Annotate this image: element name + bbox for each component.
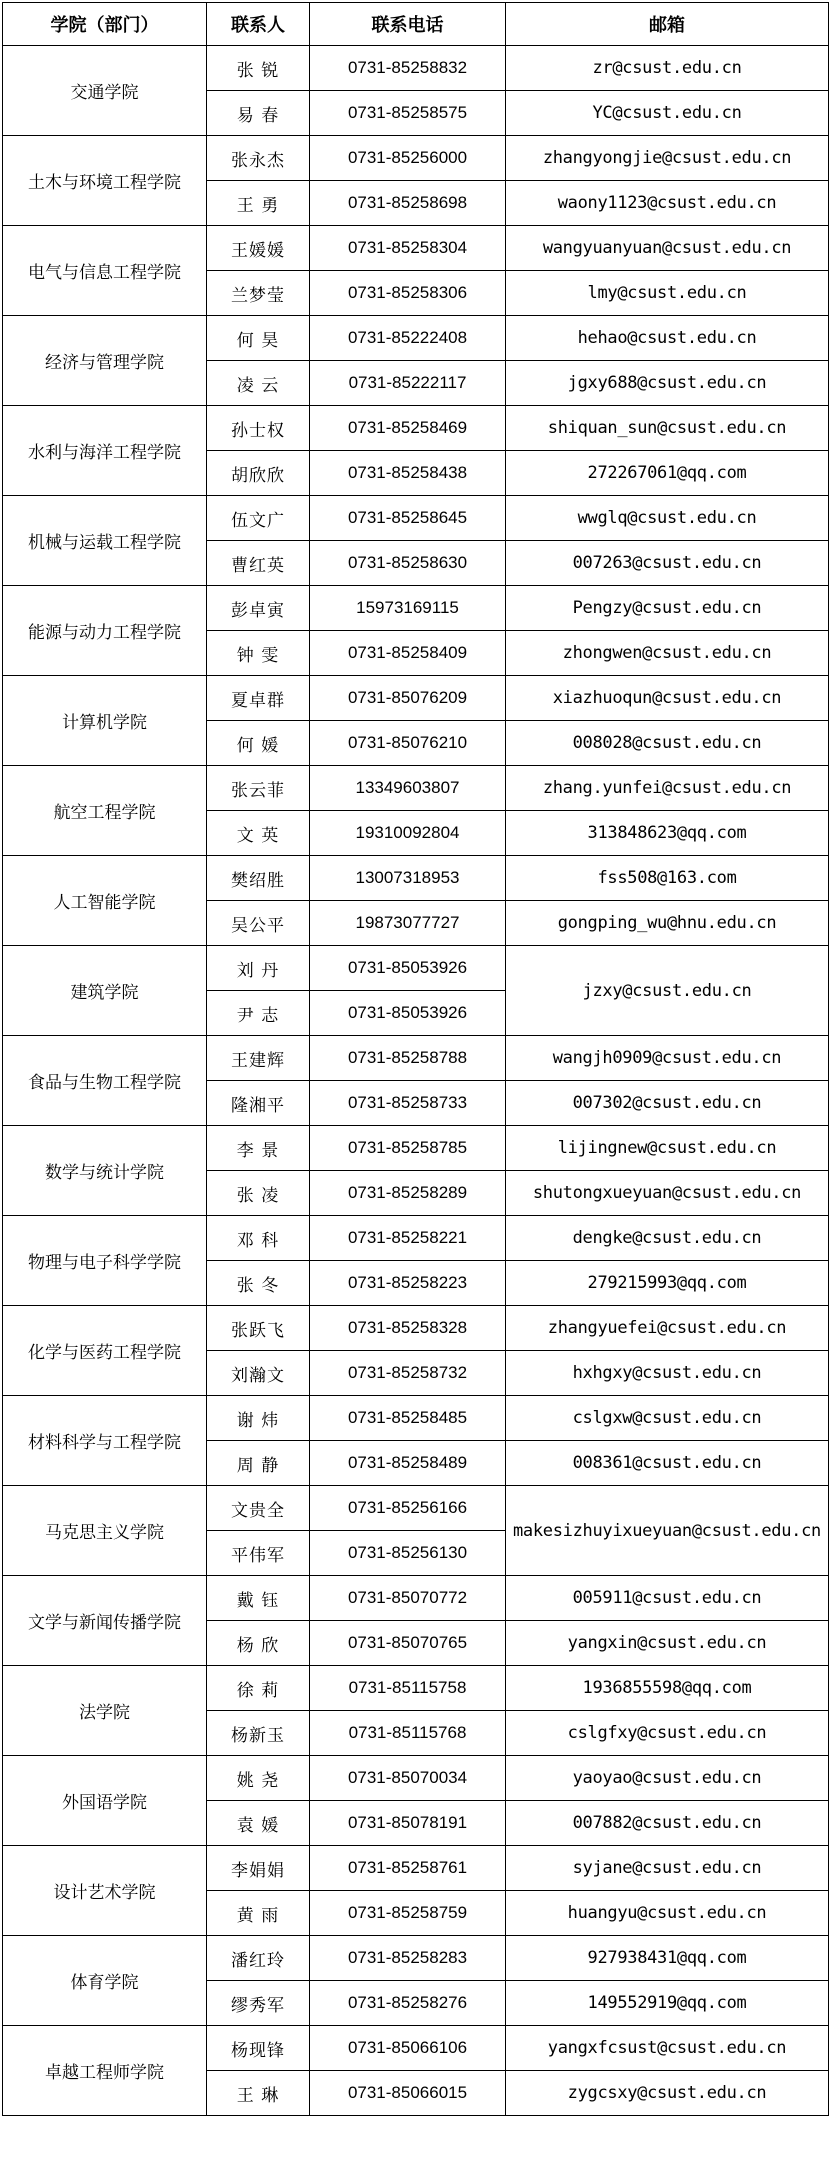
college-name: 体育学院: [3, 1936, 207, 2026]
contact-person: 吴公平: [207, 901, 310, 946]
college-name: 机械与运载工程学院: [3, 496, 207, 586]
contact-email[interactable]: 272267061@qq.com: [506, 451, 829, 496]
college-name: 文学与新闻传播学院: [3, 1576, 207, 1666]
college-name: 设计艺术学院: [3, 1846, 207, 1936]
contact-email[interactable]: zr@csust.edu.cn: [506, 46, 829, 91]
contact-person: 袁 媛: [207, 1801, 310, 1846]
contact-email[interactable]: jgxy688@csust.edu.cn: [506, 361, 829, 406]
contact-person: 隆湘平: [207, 1081, 310, 1126]
contact-email[interactable]: yaoyao@csust.edu.cn: [506, 1756, 829, 1801]
contact-phone: 0731-85256130: [310, 1531, 506, 1576]
contact-email[interactable]: cslgfxy@csust.edu.cn: [506, 1711, 829, 1756]
contact-phone: 0731-85115768: [310, 1711, 506, 1756]
contact-phone: 0731-85258630: [310, 541, 506, 586]
contact-phone: 0731-85258306: [310, 271, 506, 316]
contact-email[interactable]: wangyuanyuan@csust.edu.cn: [506, 226, 829, 271]
contact-phone: 13007318953: [310, 856, 506, 901]
table-row: [3, 1576, 829, 1621]
contact-person: 刘 丹: [207, 946, 310, 991]
college-name: 物理与电子科学学院: [3, 1216, 207, 1306]
contact-email[interactable]: Pengzy@csust.edu.cn: [506, 586, 829, 631]
contact-person: 曹红英: [207, 541, 310, 586]
contact-person: 杨新玉: [207, 1711, 310, 1756]
contact-person: 兰梦莹: [207, 271, 310, 316]
contact-person: 潘红玲: [207, 1936, 310, 1981]
contact-phone: 0731-85053926: [310, 991, 506, 1036]
table-row: [3, 946, 829, 991]
contact-phone: 0731-85258409: [310, 631, 506, 676]
contact-phone: 0731-85258761: [310, 1846, 506, 1891]
college-name: 计算机学院: [3, 676, 207, 766]
table-row: [3, 1846, 829, 1891]
college-name: 航空工程学院: [3, 766, 207, 856]
contact-phone: 0731-85258469: [310, 406, 506, 451]
contact-person: 李娟娟: [207, 1846, 310, 1891]
contact-email[interactable]: yangxin@csust.edu.cn: [506, 1621, 829, 1666]
contact-person: 谢 炜: [207, 1396, 310, 1441]
contact-phone: 0731-85222408: [310, 316, 506, 361]
college-name: 马克思主义学院: [3, 1486, 207, 1576]
contact-email[interactable]: 007302@csust.edu.cn: [506, 1081, 829, 1126]
contact-person: 尹 志: [207, 991, 310, 1036]
contact-person: 张 锐: [207, 46, 310, 91]
college-name: 化学与医药工程学院: [3, 1306, 207, 1396]
table-row: [3, 1486, 829, 1531]
contact-phone: 0731-85258223: [310, 1261, 506, 1306]
table-row: [3, 1396, 829, 1441]
contact-person: 张永杰: [207, 136, 310, 181]
contact-email[interactable]: YC@csust.edu.cn: [506, 91, 829, 136]
contact-phone: 0731-85258283: [310, 1936, 506, 1981]
contact-email[interactable]: 149552919@qq.com: [506, 1981, 829, 2026]
table-body: [3, 46, 829, 2116]
table-row: [3, 676, 829, 721]
contact-person: 刘瀚文: [207, 1351, 310, 1396]
college-name: 外国语学院: [3, 1756, 207, 1846]
contact-phone: 0731-85256166: [310, 1486, 506, 1531]
contact-phone: 0731-85258221: [310, 1216, 506, 1261]
contact-email[interactable]: hxhgxy@csust.edu.cn: [506, 1351, 829, 1396]
college-name: 交通学院: [3, 46, 207, 136]
college-name: 卓越工程师学院: [3, 2026, 207, 2116]
contact-phone: 0731-85258489: [310, 1441, 506, 1486]
header-row: [3, 3, 829, 46]
table-row: [3, 766, 829, 811]
contact-email[interactable]: wangjh0909@csust.edu.cn: [506, 1036, 829, 1081]
contact-person: 易 春: [207, 91, 310, 136]
contact-email[interactable]: dengke@csust.edu.cn: [506, 1216, 829, 1261]
college-name: 建筑学院: [3, 946, 207, 1036]
table-row: [3, 226, 829, 271]
table-row: [3, 1306, 829, 1351]
contact-email[interactable]: zhang.yunfei@csust.edu.cn: [506, 766, 829, 811]
contact-phone: 13349603807: [310, 766, 506, 811]
contact-phone: 0731-85066106: [310, 2026, 506, 2071]
table-row: [3, 136, 829, 181]
contact-phone: 0731-85258645: [310, 496, 506, 541]
table-row: [3, 406, 829, 451]
contact-person: 钟 雯: [207, 631, 310, 676]
table-row: [3, 1036, 829, 1081]
contact-person: 胡欣欣: [207, 451, 310, 496]
contact-person: 徐 莉: [207, 1666, 310, 1711]
contact-person: 王建辉: [207, 1036, 310, 1081]
table-row: [3, 1126, 829, 1171]
contact-email[interactable]: fss508@163.com: [506, 856, 829, 901]
contact-email[interactable]: yangxfcsust@csust.edu.cn: [506, 2026, 829, 2071]
contact-person: 张云菲: [207, 766, 310, 811]
contact-person: 平伟军: [207, 1531, 310, 1576]
contact-phone: 0731-85258732: [310, 1351, 506, 1396]
contact-email[interactable]: waony1123@csust.edu.cn: [506, 181, 829, 226]
table-row: [3, 856, 829, 901]
table-row: [3, 586, 829, 631]
college-name: 食品与生物工程学院: [3, 1036, 207, 1126]
college-name: 材料科学与工程学院: [3, 1396, 207, 1486]
contact-person: 伍文广: [207, 496, 310, 541]
college-name: 能源与动力工程学院: [3, 586, 207, 676]
contact-email[interactable]: 279215993@qq.com: [506, 1261, 829, 1306]
contact-person: 文 英: [207, 811, 310, 856]
contact-email[interactable]: shiquan_sun@csust.edu.cn: [506, 406, 829, 451]
contact-phone: 19310092804: [310, 811, 506, 856]
contact-email[interactable]: zhangyuefei@csust.edu.cn: [506, 1306, 829, 1351]
contact-person: 樊绍胜: [207, 856, 310, 901]
college-name: 人工智能学院: [3, 856, 207, 946]
contact-email[interactable]: 008028@csust.edu.cn: [506, 721, 829, 766]
contact-email[interactable]: 007882@csust.edu.cn: [506, 1801, 829, 1846]
contact-phone: 0731-85258304: [310, 226, 506, 271]
contact-phone: 0731-85258788: [310, 1036, 506, 1081]
contact-phone: 0731-85258289: [310, 1171, 506, 1216]
contact-person: 戴 钰: [207, 1576, 310, 1621]
table-row: [3, 46, 829, 91]
contact-phone: 0731-85258575: [310, 91, 506, 136]
contact-email[interactable]: 005911@csust.edu.cn: [506, 1576, 829, 1621]
contact-email[interactable]: zhangyongjie@csust.edu.cn: [506, 136, 829, 181]
contact-email[interactable]: 008361@csust.edu.cn: [506, 1441, 829, 1486]
contact-phone: 0731-85115758: [310, 1666, 506, 1711]
contact-person: 周 静: [207, 1441, 310, 1486]
college-name: 水利与海洋工程学院: [3, 406, 207, 496]
contact-person: 缪秀军: [207, 1981, 310, 2026]
contact-phone: 0731-85258759: [310, 1891, 506, 1936]
contact-phone: 0731-85066015: [310, 2071, 506, 2116]
college-name: 土木与环境工程学院: [3, 136, 207, 226]
contact-phone: 0731-85258698: [310, 181, 506, 226]
contact-phone: 0731-85256000: [310, 136, 506, 181]
college-name: 经济与管理学院: [3, 316, 207, 406]
contact-person: 黄 雨: [207, 1891, 310, 1936]
college-name: 电气与信息工程学院: [3, 226, 207, 316]
contact-email[interactable]: makesizhuyixueyuan@csust.edu.cn: [506, 1486, 829, 1576]
contact-phone: 0731-85258485: [310, 1396, 506, 1441]
contact-person: 杨现锋: [207, 2026, 310, 2071]
contact-person: 张跃飞: [207, 1306, 310, 1351]
contact-person: 文贵全: [207, 1486, 310, 1531]
contact-phone: 0731-85258785: [310, 1126, 506, 1171]
contact-email[interactable]: zygcsxy@csust.edu.cn: [506, 2071, 829, 2116]
contact-person: 彭卓寅: [207, 586, 310, 631]
contact-email[interactable]: 313848623@qq.com: [506, 811, 829, 856]
contact-email[interactable]: hehao@csust.edu.cn: [506, 316, 829, 361]
table-row: [3, 1936, 829, 1981]
contact-person: 张 凌: [207, 1171, 310, 1216]
contact-phone: 0731-85258733: [310, 1081, 506, 1126]
contact-table: [2, 2, 829, 2116]
header-phone: 联系电话: [310, 3, 506, 46]
college-name: 法学院: [3, 1666, 207, 1756]
contact-phone: 0731-85070765: [310, 1621, 506, 1666]
contact-phone: 0731-85053926: [310, 946, 506, 991]
header-college: 学院（部门）: [3, 3, 207, 46]
contact-email[interactable]: syjane@csust.edu.cn: [506, 1846, 829, 1891]
contact-phone: 15973169115: [310, 586, 506, 631]
contact-person: 邓 科: [207, 1216, 310, 1261]
table-row: [3, 2026, 829, 2071]
contact-email[interactable]: shutongxueyuan@csust.edu.cn: [506, 1171, 829, 1216]
header-contact: 联系人: [207, 3, 310, 46]
table-row: [3, 496, 829, 541]
contact-phone: 0731-85076210: [310, 721, 506, 766]
table-row: [3, 1216, 829, 1261]
college-name: 数学与统计学院: [3, 1126, 207, 1216]
table-row: [3, 316, 829, 361]
contact-email[interactable]: huangyu@csust.edu.cn: [506, 1891, 829, 1936]
contact-email[interactable]: wwglq@csust.edu.cn: [506, 496, 829, 541]
contact-person: 何 媛: [207, 721, 310, 766]
contact-phone: 0731-85070772: [310, 1576, 506, 1621]
contact-email[interactable]: lijingnew@csust.edu.cn: [506, 1126, 829, 1171]
contact-email[interactable]: 927938431@qq.com: [506, 1936, 829, 1981]
contact-person: 王 琳: [207, 2071, 310, 2116]
contact-phone: 0731-85070034: [310, 1756, 506, 1801]
contact-person: 夏卓群: [207, 676, 310, 721]
contact-email[interactable]: 1936855598@qq.com: [506, 1666, 829, 1711]
table-row: [3, 1666, 829, 1711]
contact-person: 何 昊: [207, 316, 310, 361]
table-row: [3, 1756, 829, 1801]
contact-person: 姚 尧: [207, 1756, 310, 1801]
contact-phone: 0731-85078191: [310, 1801, 506, 1846]
contact-person: 孙士权: [207, 406, 310, 451]
contact-person: 凌 云: [207, 361, 310, 406]
contact-email[interactable]: gongping_wu@hnu.edu.cn: [506, 901, 829, 946]
contact-email[interactable]: lmy@csust.edu.cn: [506, 271, 829, 316]
contact-person: 王 勇: [207, 181, 310, 226]
contact-person: 李 景: [207, 1126, 310, 1171]
contact-phone: 0731-85258438: [310, 451, 506, 496]
contact-phone: 0731-85258832: [310, 46, 506, 91]
contact-person: 杨 欣: [207, 1621, 310, 1666]
header-email: 邮箱: [506, 3, 829, 46]
contact-email[interactable]: zhongwen@csust.edu.cn: [506, 631, 829, 676]
contact-phone: 0731-85222117: [310, 361, 506, 406]
contact-phone: 0731-85258276: [310, 1981, 506, 2026]
contact-phone: 0731-85076209: [310, 676, 506, 721]
contact-email[interactable]: cslgxw@csust.edu.cn: [506, 1396, 829, 1441]
contact-email[interactable]: xiazhuoqun@csust.edu.cn: [506, 676, 829, 721]
contact-email[interactable]: 007263@csust.edu.cn: [506, 541, 829, 586]
contact-email[interactable]: jzxy@csust.edu.cn: [506, 946, 829, 1036]
contact-person: 王媛媛: [207, 226, 310, 271]
contact-person: 张 冬: [207, 1261, 310, 1306]
contact-phone: 19873077727: [310, 901, 506, 946]
contact-phone: 0731-85258328: [310, 1306, 506, 1351]
